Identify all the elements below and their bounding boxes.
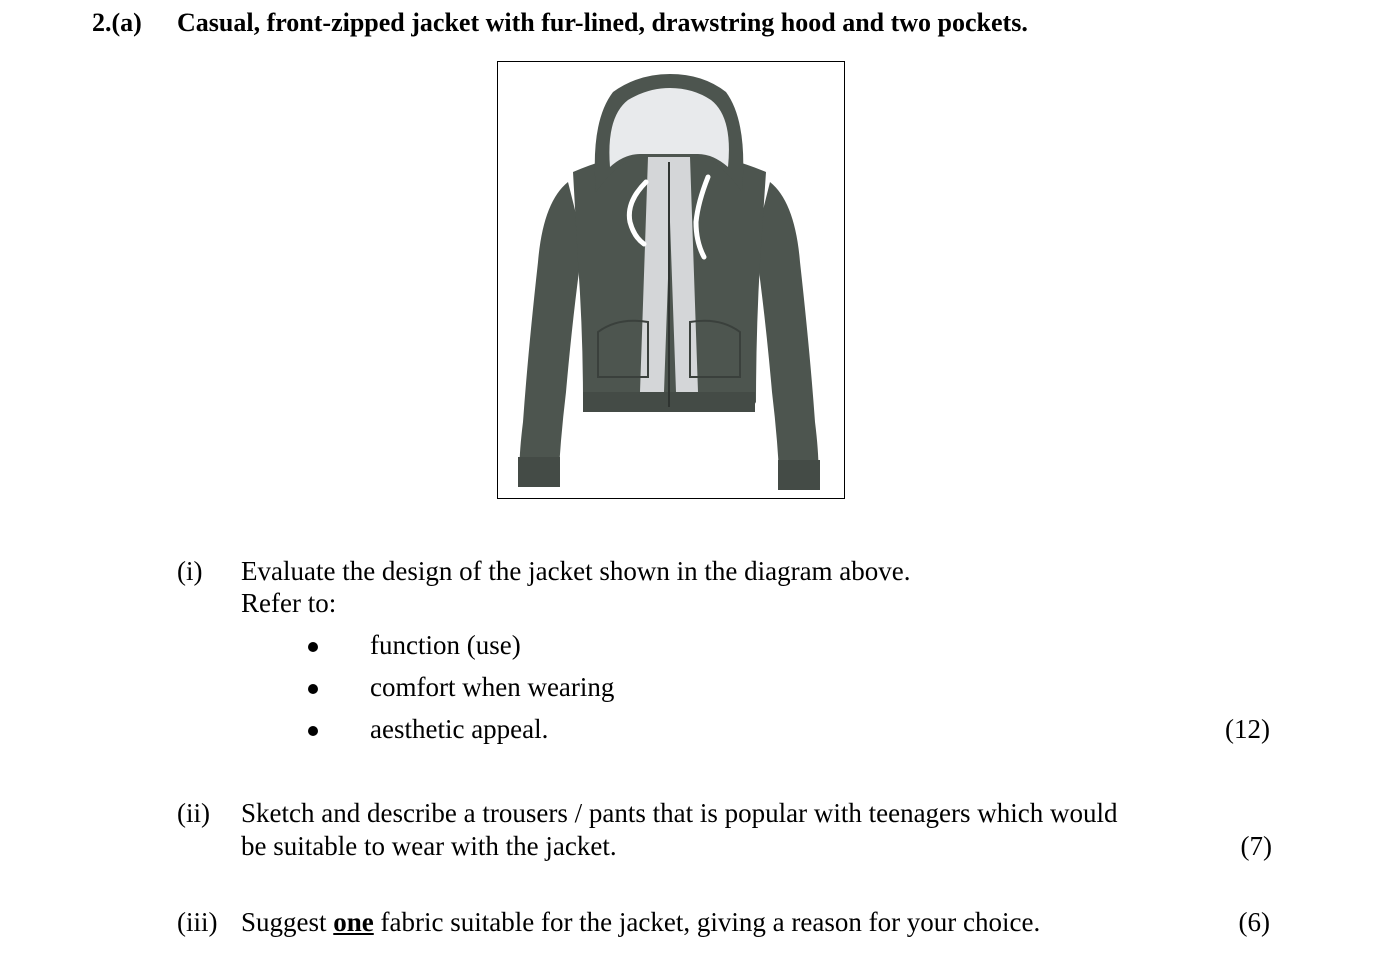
bullet-item-function: function (use) [370,630,521,660]
bullet-dot [308,726,318,736]
part-ii-marks: (7) [1240,831,1272,861]
right-cuff [778,460,820,490]
jacket-illustration [498,62,844,498]
question-number: 2.(a) [92,8,142,37]
left-sleeve [519,182,583,487]
bullet-item-aesthetic: aesthetic appeal. [370,714,549,744]
part-i-line-2: Refer to: [241,588,337,618]
part-iii-text [241,907,1040,938]
part-i-label: (i) [177,556,203,586]
left-cuff [518,457,560,487]
question-title: Casual, front-zipped jacket with fur-lined, drawstring hood and two pockets. [177,8,1028,37]
bullet-item-comfort: comfort when wearing [370,672,615,702]
jacket-figure [497,61,845,499]
bullet-dot [308,642,318,652]
right-sleeve [755,182,819,490]
part-iii-emphasis: one [333,907,374,937]
part-ii-line-1: Sketch and describe a trousers / pants that is popular with teenagers which would [241,798,1118,828]
bullet-dot [308,684,318,694]
part-i-marks: (12) [1225,714,1270,744]
part-ii-label: (ii) [177,798,210,828]
part-iii-text-after: fabric suitable for the jacket, giving a reason for your choice. [373,907,1041,937]
part-ii-line-2: be suitable to wear with the jacket. [241,831,617,861]
part-iii-marks: (6) [1238,907,1270,937]
part-iii-text-before: Suggest [241,907,334,937]
part-iii-label: (iii) [177,907,218,937]
part-i-line-1: Evaluate the design of the jacket shown in the diagram above. [241,556,911,586]
